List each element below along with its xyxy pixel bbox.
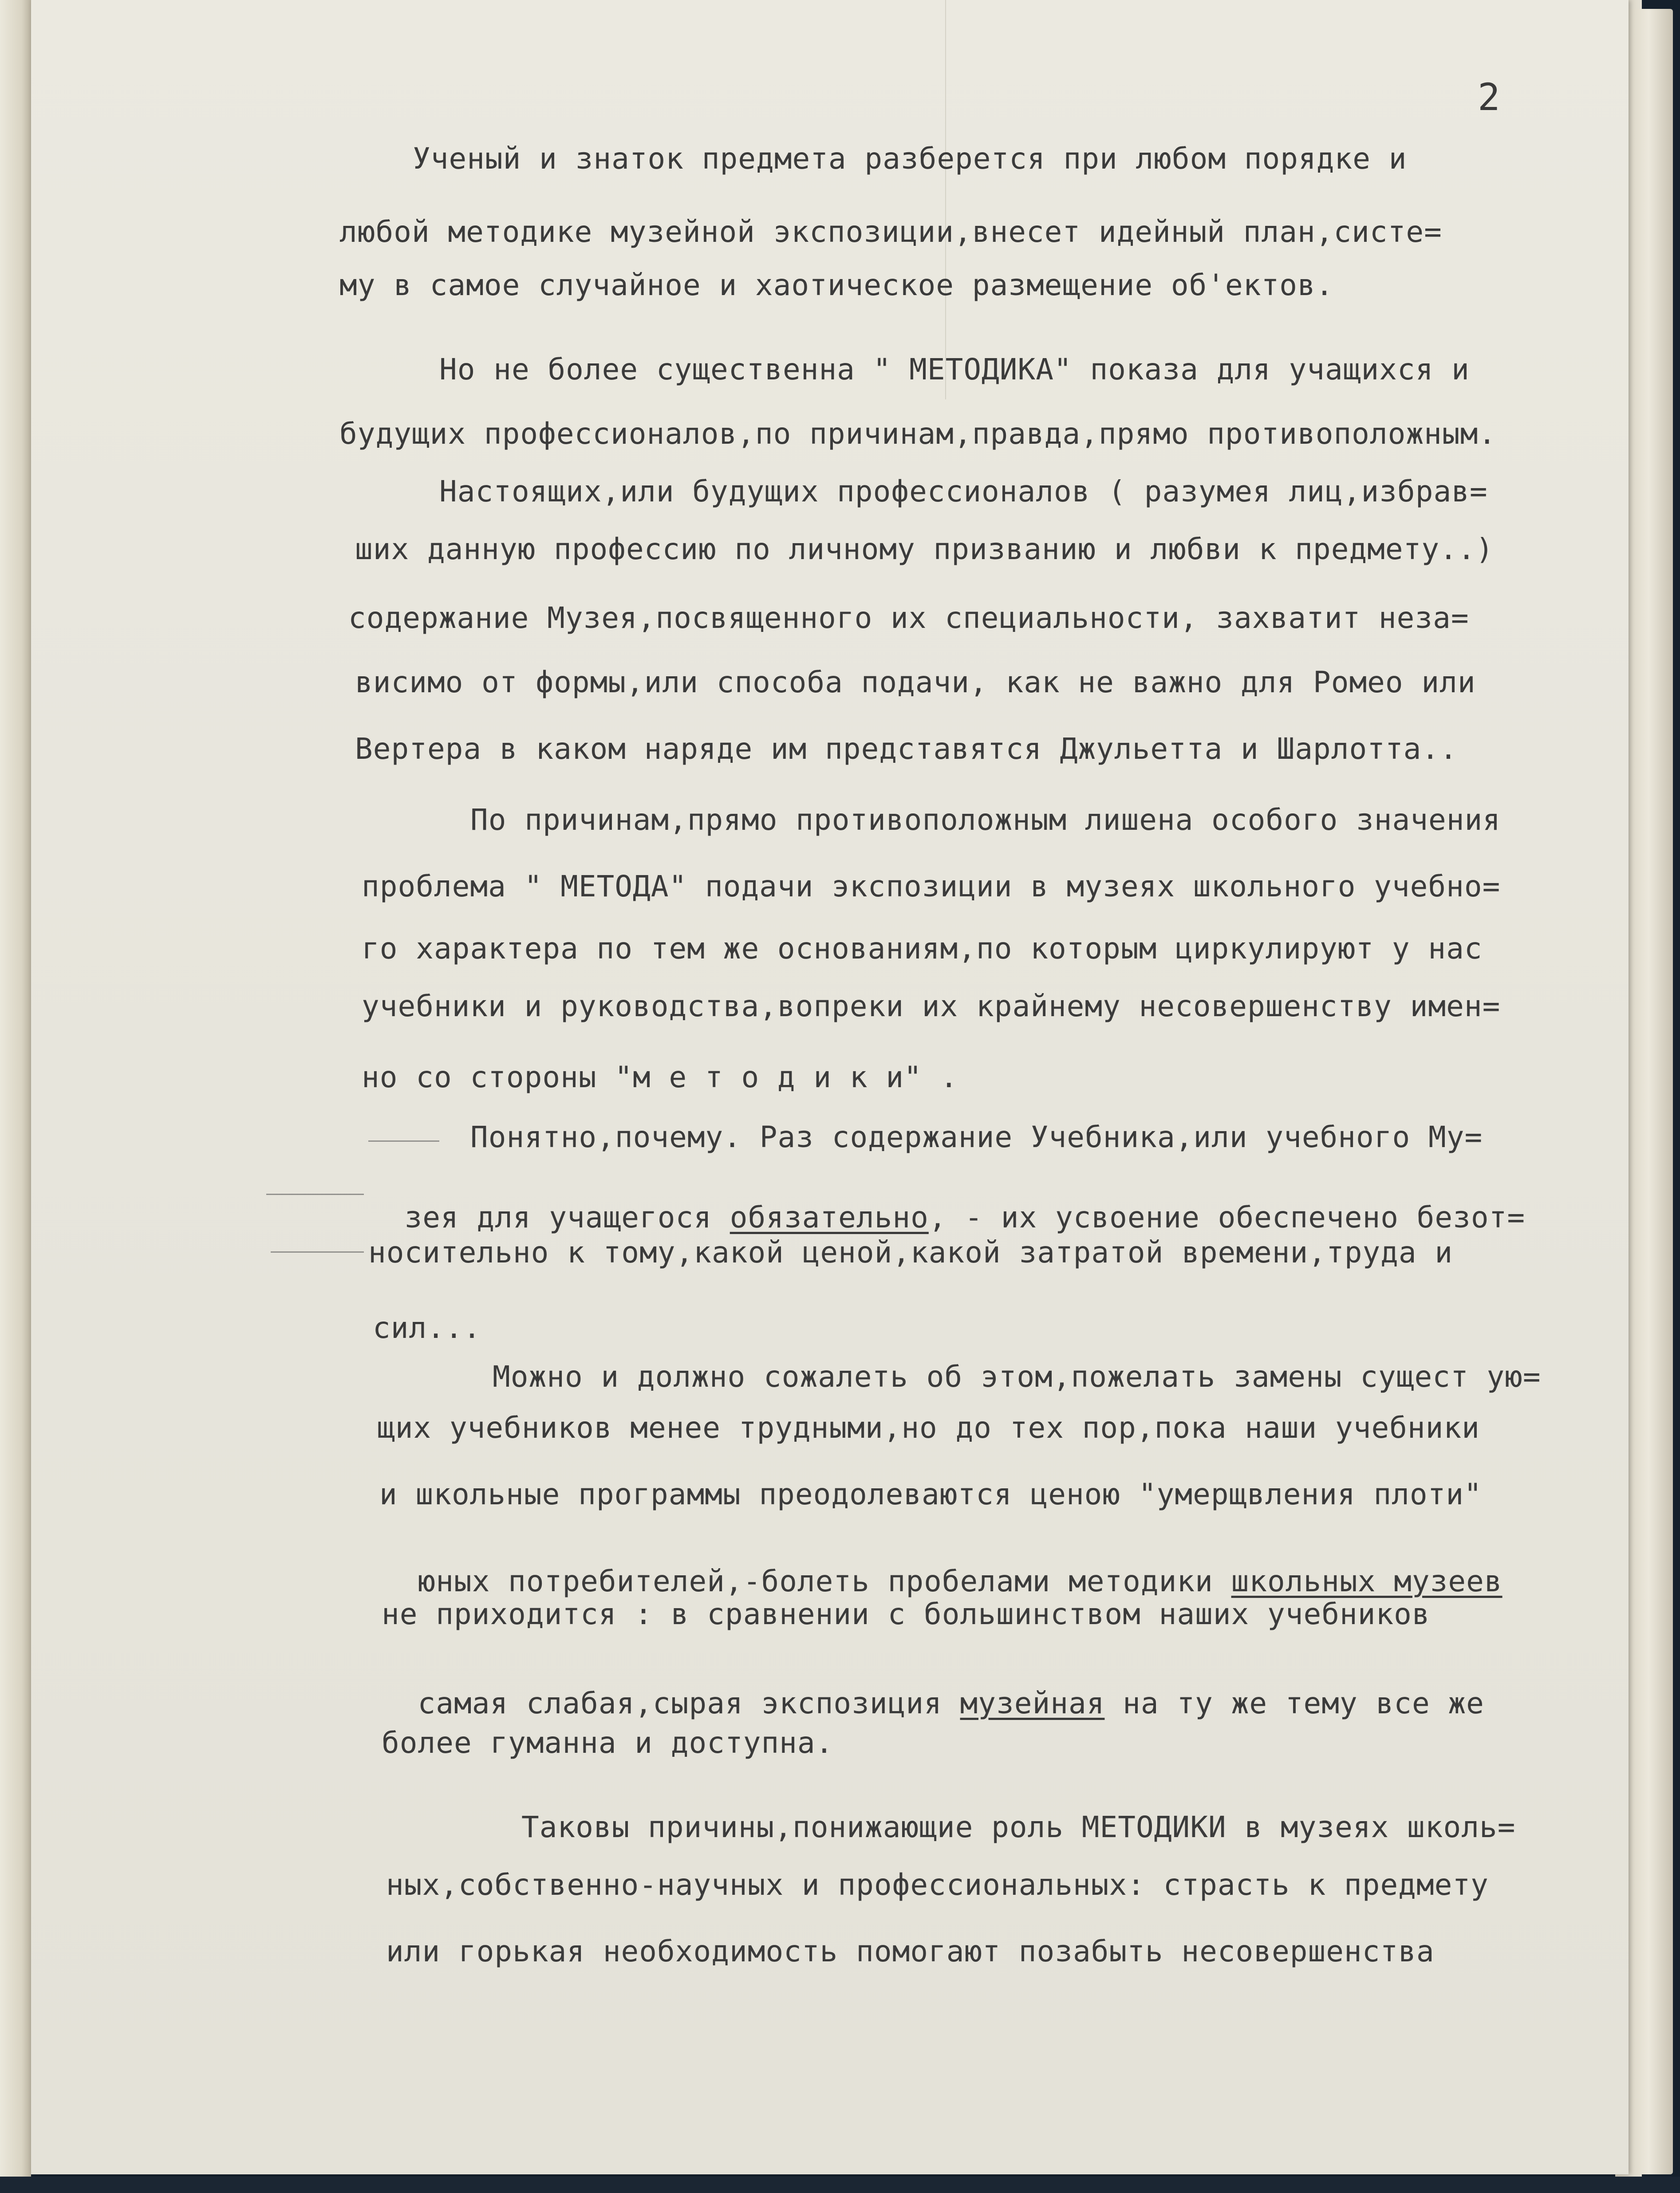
binding-edge bbox=[0, 0, 31, 2193]
pencil-mark bbox=[266, 1194, 364, 1195]
text-line: или горькая необходимость помогают позабыть несовершенства bbox=[386, 1934, 1435, 1968]
text-line: Можно и должно сожалеть об этом,пожелать замены сущест ую= bbox=[493, 1360, 1541, 1394]
page-number: 2 bbox=[1478, 75, 1500, 119]
pencil-mark bbox=[271, 1251, 364, 1253]
text-line: Настоящих,или будущих профессионалов ( разумея лиц,избрав= bbox=[439, 474, 1488, 509]
text-line: ших данную профессию по личному призванию и любви к предмету..) bbox=[355, 532, 1494, 566]
text-line: Но не более существенна " МЕТОДИКА" показа для учащихся и bbox=[439, 352, 1470, 387]
text-line: более гуманна и доступна. bbox=[382, 1726, 834, 1760]
text-line bbox=[368, 1174, 1526, 1235]
text-line bbox=[382, 1660, 1484, 1718]
underlying-sheet-stack bbox=[1624, 9, 1673, 2174]
text-line: По причинам,прямо противоположным лишена особого значения bbox=[470, 803, 1501, 837]
text-line: го характера по тем же основаниям,по которым циркулируют у нас bbox=[362, 931, 1483, 966]
text-segment: , - их усвоение обеспечено безот= bbox=[928, 1200, 1526, 1235]
text-line bbox=[382, 1538, 1503, 1596]
text-line: щих учебников менее трудными,но до тех пор,пока наши учебники bbox=[377, 1411, 1480, 1445]
underlined-phrase: школьных музеев bbox=[1231, 1564, 1503, 1598]
text-line: сил... bbox=[373, 1311, 481, 1345]
text-segment: юных потребителей,-болеть пробелами методики bbox=[418, 1564, 1231, 1598]
paper-fold bbox=[945, 0, 946, 399]
text-line: учебники и руководства,вопреки их крайнему несовершенству имен= bbox=[362, 989, 1501, 1023]
text-line: висимо от формы,или способа подачи, как не важно для Ромео или bbox=[355, 665, 1476, 699]
text-line: любой методике музейной экспозиции,внесет идейный план,систе= bbox=[339, 215, 1442, 249]
text-line: проблема " МЕТОДА" подачи экспозиции в музеях школьного учебно= bbox=[362, 869, 1501, 903]
text-line: му в самое случайное и хаотическое размещение об'ектов. bbox=[339, 268, 1334, 302]
text-line: ных,собственно-научных и профессиональных: страсть к предмету bbox=[386, 1868, 1489, 1902]
underlined-word: обязательно bbox=[730, 1200, 929, 1235]
text-segment: самая слабая,сырая экспозиция bbox=[418, 1686, 960, 1720]
background-surface bbox=[0, 2177, 1680, 2193]
text-line: не приходится : в сравнении с большинством наших учебников bbox=[382, 1597, 1430, 1631]
text-line: Таковы причины,понижающие роль МЕТОДИКИ в музеях школь= bbox=[521, 1810, 1516, 1844]
text-line: Вертера в каком наряде им представятся Джульетта и Шарлотта.. bbox=[355, 732, 1458, 766]
text-line: содержание Музея,посвященного их специальности, захватит неза= bbox=[348, 601, 1469, 635]
text-line: Ученый и знаток предмета разберется при любом порядке и bbox=[413, 142, 1407, 176]
text-line: Понятно,почему. Раз содержание Учебника,или учебного Му= bbox=[470, 1120, 1483, 1154]
text-line: но со стороны "м е т о д и к и" . bbox=[362, 1060, 958, 1094]
text-segment: зея для учащегося bbox=[404, 1200, 730, 1235]
text-line: будущих профессионалов,по причинам,правда,прямо противоположным. bbox=[339, 417, 1497, 451]
text-line: и школьные программы преодолеваются ценою "умерщвления плоти" bbox=[379, 1477, 1482, 1511]
text-segment: на ту же тему все же bbox=[1104, 1686, 1484, 1720]
pencil-mark bbox=[368, 1140, 439, 1142]
text-line: носительно к тому,какой ценой,какой затратой времени,труда и bbox=[368, 1235, 1453, 1270]
underlined-word: музейная bbox=[960, 1686, 1105, 1720]
